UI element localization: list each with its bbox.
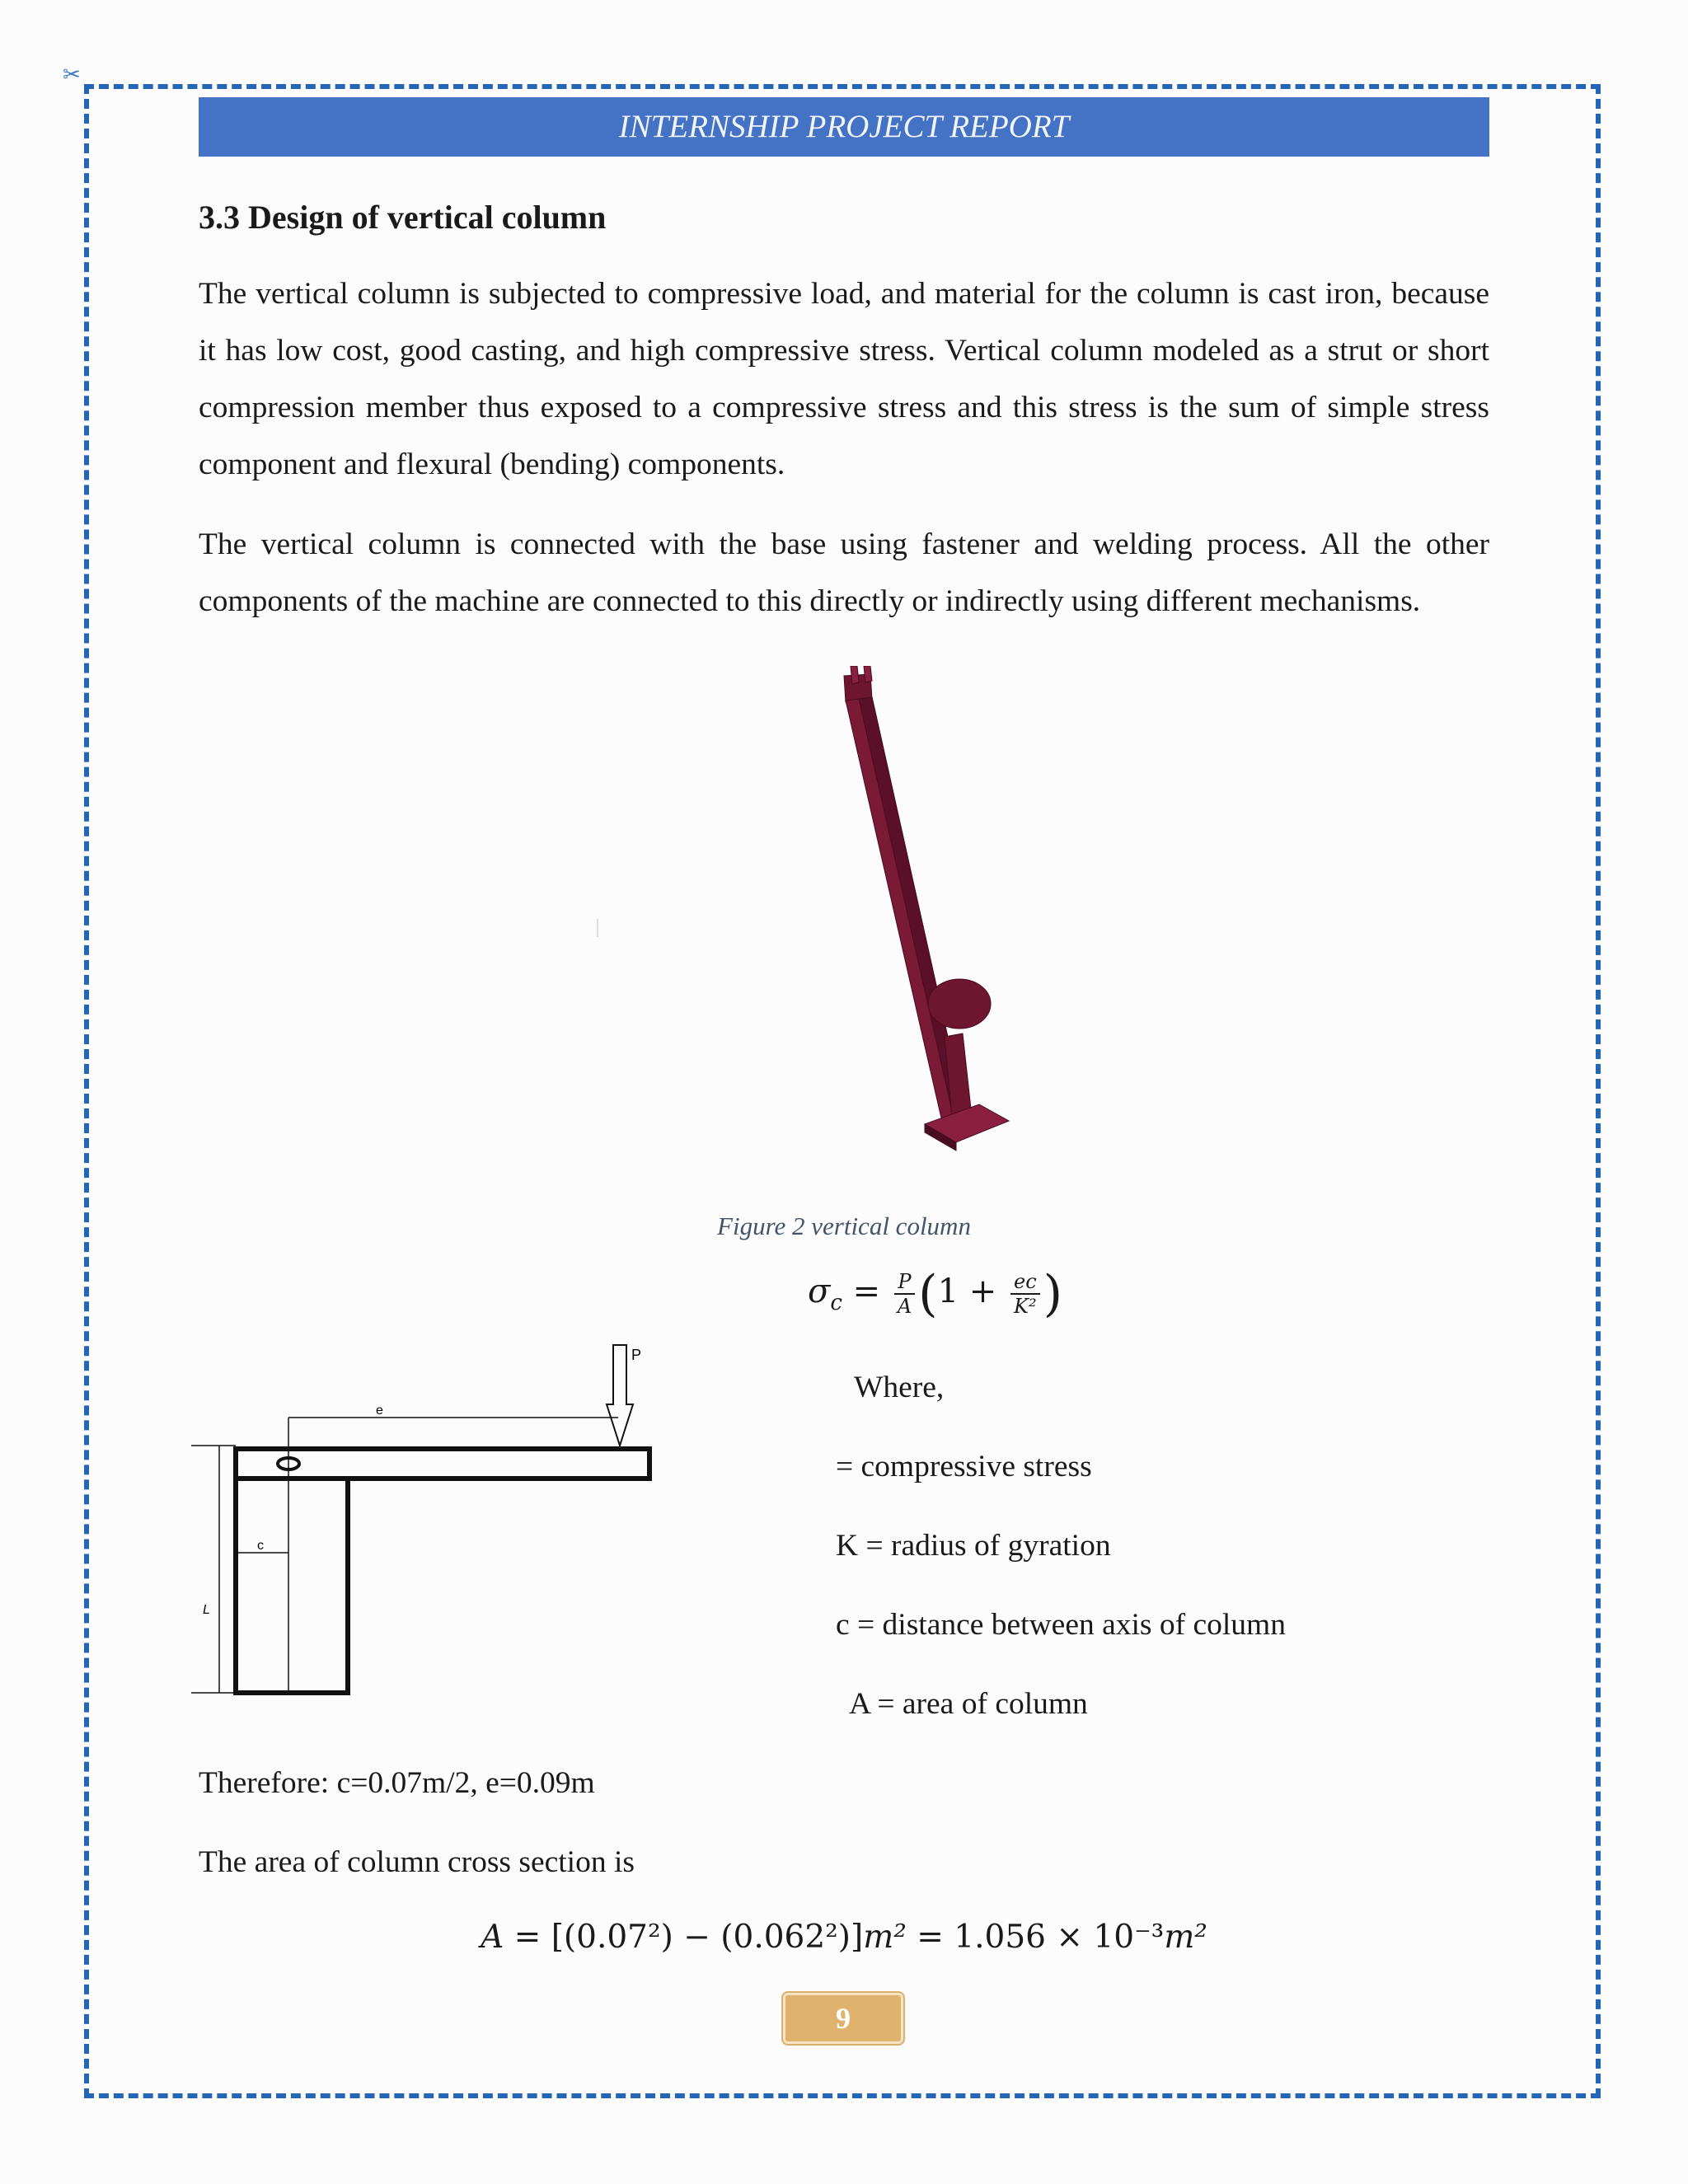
formula-one-plus: 1 + (937, 1272, 997, 1310)
area-unit-2: m² (1164, 1919, 1207, 1956)
def-a: A = area of column (849, 1687, 1088, 1721)
def-k: K = radius of gyration (836, 1529, 1111, 1563)
frac-num: P (894, 1270, 915, 1295)
paren-open: ( (918, 1265, 938, 1323)
formula-sigma-sub: c (830, 1291, 842, 1315)
figure-caption: Figure 2 vertical column (717, 1212, 971, 1240)
label-e: e (376, 1404, 383, 1418)
paragraph-2: The vertical column is connected with the base using fastener and welding process. All the other components of the machine are connected to this directly or indirectly using different mechanisms. (199, 527, 1489, 618)
area-intro-text: The area of column cross section is (199, 1845, 635, 1879)
frac-num: ec (1010, 1270, 1040, 1295)
compressive-stress-formula (808, 1265, 1062, 1323)
frac-den: K² (1014, 1295, 1037, 1318)
def-sigma: = compressive stress (836, 1450, 1092, 1483)
fraction-ec-k2 (1010, 1270, 1040, 1318)
frac-den: A (897, 1295, 912, 1318)
eccentric-load-diagram (181, 1335, 676, 1698)
section-heading: 3.3 Design of vertical column (199, 199, 607, 236)
area-unit-1: m² (863, 1919, 907, 1956)
fraction-p-a (894, 1270, 915, 1318)
paren-close: ) (1043, 1265, 1063, 1323)
where-label: Where, (854, 1371, 945, 1404)
stray-mark (597, 919, 598, 937)
label-p: P (631, 1347, 642, 1363)
scissors-icon: ✂ (63, 63, 81, 87)
area-result: = 1.056 × 10⁻³ (917, 1919, 1165, 1956)
vertical-column-image (821, 666, 1019, 1160)
formula-sigma: σ (808, 1272, 831, 1310)
page-number: 9 (783, 1993, 903, 2044)
label-c: c (257, 1539, 264, 1553)
paragraph-1: The vertical column is subjected to compressive load, and material for the column is cast iron, because it has low cost, good casting, and high compressive stress. Vertical column modeled as a strut or short compression member thus exposed to a compressive stress and this stress is the sum of simple stress component and flexural (bending) components. (199, 277, 1489, 481)
report-header: INTERNSHIP PROJECT REPORT (199, 97, 1489, 157)
therefore-text: Therefore: c=0.07m/2, e=0.09m (199, 1766, 595, 1800)
formula-equals: = (852, 1272, 881, 1310)
area-formula (0, 1919, 1688, 1956)
def-c: c = distance between axis of column (836, 1608, 1286, 1642)
label-l: L (203, 1603, 210, 1617)
area-lhs: A (481, 1919, 504, 1956)
area-expression: = [(0.07²) − (0.062²)] (513, 1919, 864, 1956)
